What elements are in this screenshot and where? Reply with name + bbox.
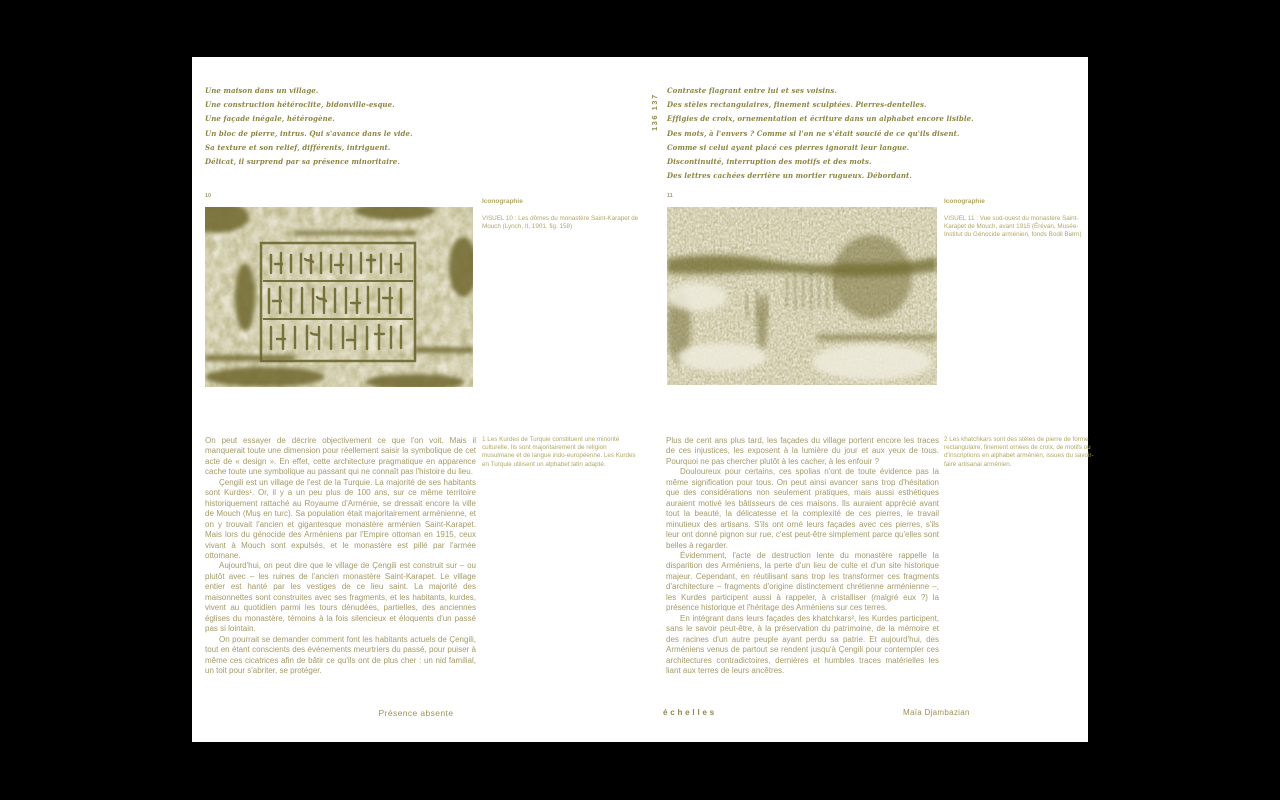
monastery-view-photo: [667, 207, 937, 385]
figure-label-11: 11: [667, 193, 673, 199]
author-name: Maïa Djambazian: [903, 708, 970, 717]
poem-line: Comme si celui ayant placé ces pierres ignorait leur langue.: [667, 142, 910, 152]
caption-heading: Iconographie: [944, 198, 985, 205]
chapter-footer: Présence absente: [378, 708, 454, 718]
body-paragraph: On pourrait se demander comment font les habitants actuels de Çengili, tout en étant conscients des événements meurtriers du passé, pour puiser à même ces cicatrices afin de bâtir ce qu'ils ont de plus cher : un nid familial, un toit pour s'abriter, se protéger.: [205, 634, 476, 675]
body-paragraph: Aujourd'hui, on peut dire que le village de Çengili est construit sur – ou plutôt avec – les ruines de l'ancien monastère Saint-Karapet. Le village entier est hanté par les vestiges de ce lieu saint. La majorité des maisonnettes sont construites avec ses fragments, et les habitants, kurdes, vivent au quotidien parmi les tours dénudées, partielles, des anciennes églises du monastère, témoins à la fois silencieux et éloquents d'un passé pas si lointain.: [205, 561, 476, 634]
book-spread: [192, 57, 1094, 742]
body-paragraph: Çengili est un village de l'est de la Turquie. La majorité de ses habitants sont Kurdes¹. Or, il y a un peu plus de 100 ans, sur ce même territoire historiquement rattaché au Royaume d'Arménie, se dressait encore la ville de Mouch (Muş en turc). Sa population était majoritairement arménienne, et on y trouvait l'ancien et gigantesque monastère arménien Saint-Karapet. Mais lors du génocide des Arméniens par l'Empire ottoman en 1915, ceux vivant à Mouch sont expulsés, et le monastère est pillé par l'armée ottomane.: [205, 477, 476, 560]
poem-line: Des mots, à l'envers ? Comme si l'on ne s'était soucié de ce qu'ils disent.: [667, 128, 960, 138]
poem-line: Un bloc de pierre, intrus. Qui s'avance dans le vide.: [205, 128, 413, 138]
body-paragraph: On peut essayer de décrire objectivement ce que l'on voit. Mais il manquerait toute une dimension pour réellement saisir la symbolique de cet acte de « design ». En effet, cette architecture pragmatique en apparence cache toute une symbolique au passant qui ne connaît pas l'histoire du lieu.: [205, 436, 476, 477]
page-numbers: 136 137: [650, 93, 659, 131]
caption-text: VISUEL 10 : Les dômes du monastère Saint-Karapet de Mouch (Lynch, II, 1901, fig. 158): [482, 214, 639, 230]
stone-inscription-photo: [205, 207, 473, 387]
poem-line: Discontinuité, interruption des motifs et des mots.: [667, 156, 872, 166]
poem-line: Une construction hétéroclite, bidonville-esque.: [205, 100, 395, 110]
poem-line: Une façade inégale, hétérogène.: [205, 114, 335, 124]
body-column-right: [666, 436, 939, 676]
footnote-2: 2 Les khatchkars sont des stèles de pierre de forme rectangulaire, finement ornées de croix, de motifs ou d'inscriptions en alphabet arménien, issues du savoir-faire artisanal arménien.: [944, 436, 1094, 468]
poem-left: [205, 84, 413, 169]
poem-line: Contraste flagrant entre lui et ses voisins.: [667, 86, 837, 95]
poem-line: Délicat, il surprend par sa présence minoritaire.: [205, 156, 400, 166]
body-paragraph: Douloureux pour certains, ces spolias n'ont de toute évidence pas la même signification pour tous. On peut ainsi avancer sans trop d'hésitation que des considérations non seulement pratiques, mais aussi esthétiques auraient motivé les bâtisseurs de ces maisons. Ils auraient apprécié avant tout la beauté, la délicatesse et la complexité de ces pierres, le travail minutieux des artisans. S'ils ont orné leurs façades avec ces pierres, s'ils leur ont donné pignon sur rue, c'est peut-être simplement parce qu'elles sont belles à regarder.: [666, 467, 939, 550]
figure-label-10: 10: [205, 193, 212, 199]
body-paragraph: Plus de cent ans plus tard, les façades du village portent encore les traces de ces injustices, les exposent à la lumière du jour et aux yeux de tous. Pourquoi ne pas chercher plutôt à les cacher, à les enfouir ?: [666, 436, 939, 466]
body-column-left: [205, 436, 476, 676]
body-paragraph: Évidemment, l'acte de destruction lente du monastère rappelle la disparition des Arméniens, la perte d'un lieu de culte et d'un site historique majeur. Cependant, en réutilisant sans trop les transformer ces fragments d'architecture – fragments d'origine distinctement chrétienne arménienne –, les Kurdes participent aussi à rappeler, à cristalliser (malgré eux ?) la présence historique et l'héritage des Arméniens sur ces terres.: [666, 550, 939, 613]
footnote-1: 1 Les Kurdes de Turquie constituent une minorité culturelle. Ils sont majoritairement de religion musulmane et de langue indo-européenne. Les Kurdes en Turquie utilisent un alphabet latin adapté.: [482, 436, 636, 468]
body-paragraph: En intégrant dans leurs façades des khatchkars², les Kurdes participent, sans le savoir peut-être, à la préservation du patrimoine, de la mémoire et des racines d'un autre peuple ayant perdu sa patrie. Et aujourd'hui, des Arméniens venus de partout se rendent jusqu'à Çengili pour contempler ces architectures contradictoires, dernières et humbles traces matérielles les liant aux terres de leurs ancêtres.: [666, 613, 939, 675]
caption-heading: Iconographie: [482, 198, 523, 205]
poem-line: Des lettres cachées derrière un mortier rugueux. Débordant.: [667, 171, 912, 181]
poem-line: Sa texture et son relief, différents, intriguent.: [205, 142, 391, 152]
poem-line: Effigies de croix, ornementation et écriture dans un alphabet encore lisible.: [667, 114, 974, 124]
poem-line: Des stèles rectangulaires, finement sculptées. Pierres-dentelles.: [667, 100, 927, 110]
poem-line: Une maison dans un village.: [205, 86, 319, 95]
journal-title: échelles: [663, 708, 717, 717]
caption-text: VISUEL 11 : Vue sud-ouest du monastère Saint-Karapet de Mouch, avant 1915 (Érévan, Musée-Institut du Génocide arménien, fonds Bodil Biørn): [944, 214, 1082, 238]
caption-right: [944, 198, 1084, 239]
poem-right: [667, 84, 974, 183]
caption-left: [482, 198, 642, 231]
